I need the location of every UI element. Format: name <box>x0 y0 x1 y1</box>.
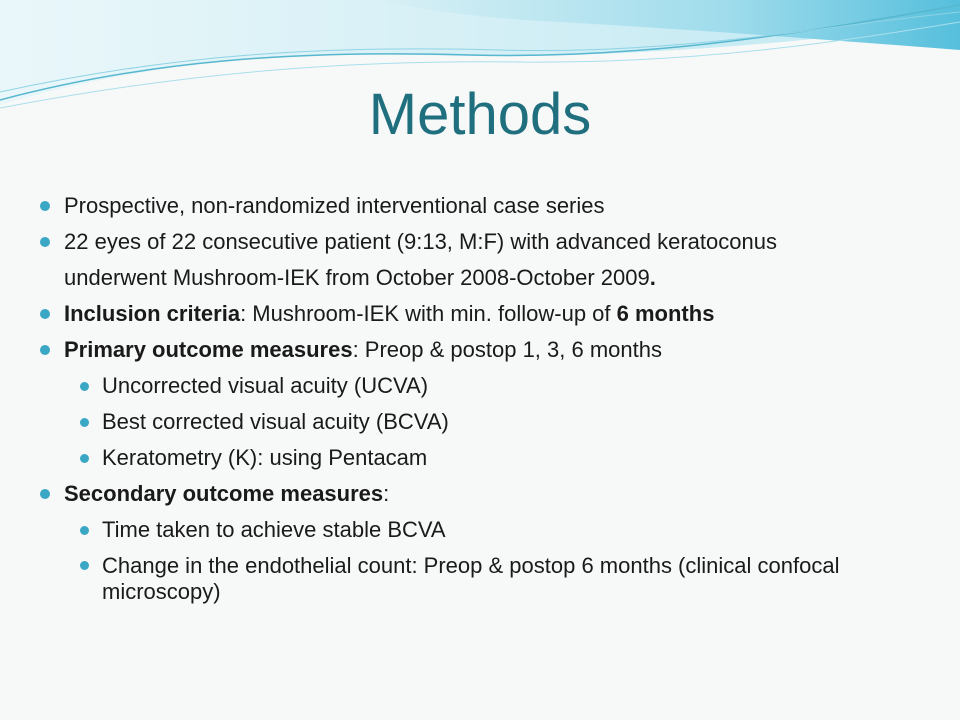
bullet-dot-icon <box>40 309 50 319</box>
list-item <box>40 224 930 296</box>
sub-list-item <box>40 404 930 440</box>
bullet-label: Primary outcome measures <box>64 337 353 362</box>
bullet-text-line-1: 22 eyes of 22 consecutive patient (9:13, M:F) with advanced keratoconus <box>64 229 777 254</box>
bullet-text: : Preop & postop 1, 3, 6 months <box>352 337 662 362</box>
list-item <box>40 476 930 512</box>
sub-list-item <box>40 512 930 548</box>
bullet-label: Secondary outcome measures <box>64 481 384 506</box>
bullet-text-period: . <box>649 265 656 290</box>
sub-bullet-text: Time taken to achieve stable BCVA <box>102 517 446 542</box>
sub-bullet-text: Change in the endothelial count: Preop & postop 6 months (clinical confocal microscopy) <box>102 553 840 604</box>
sub-bullet-text: Keratometry (K): using Pentacam <box>102 445 428 470</box>
bullet-text-line-2-main: underwent Mushroom-IEK from October 2008-October 2009 <box>64 265 650 290</box>
bullet-dot-icon <box>40 345 50 355</box>
sub-bullet-dot-icon <box>80 418 89 427</box>
sub-bullet-text: Uncorrected visual acuity (UCVA) <box>102 373 429 398</box>
bullet-emphasis: 6 months <box>616 301 715 326</box>
bullet-text-line-2 <box>64 260 930 296</box>
bullet-text: : Mushroom-IEK with min. follow-up of <box>240 301 617 326</box>
bullet-text: Prospective, non-randomized interventional case series <box>64 193 605 218</box>
bullet-dot-icon <box>40 237 50 247</box>
sub-bullet-text: Best corrected visual acuity (BCVA) <box>102 409 449 434</box>
sub-list-item <box>40 548 930 610</box>
slide-title: Methods <box>368 82 592 147</box>
list-item <box>40 188 930 224</box>
bullet-dot-icon <box>40 201 50 211</box>
bullet-label: Inclusion criteria <box>64 301 241 326</box>
sub-bullet-dot-icon <box>80 454 89 463</box>
bullet-dot-icon <box>40 489 50 499</box>
sub-bullet-dot-icon <box>80 526 89 535</box>
sub-list-item <box>40 368 930 404</box>
sub-bullet-dot-icon <box>80 382 89 391</box>
sub-bullet-dot-icon <box>80 561 89 570</box>
bullet-list <box>40 188 930 610</box>
sub-list-item <box>40 440 930 476</box>
list-item <box>40 296 930 332</box>
list-item <box>40 332 930 368</box>
bullet-text: : <box>383 481 390 506</box>
